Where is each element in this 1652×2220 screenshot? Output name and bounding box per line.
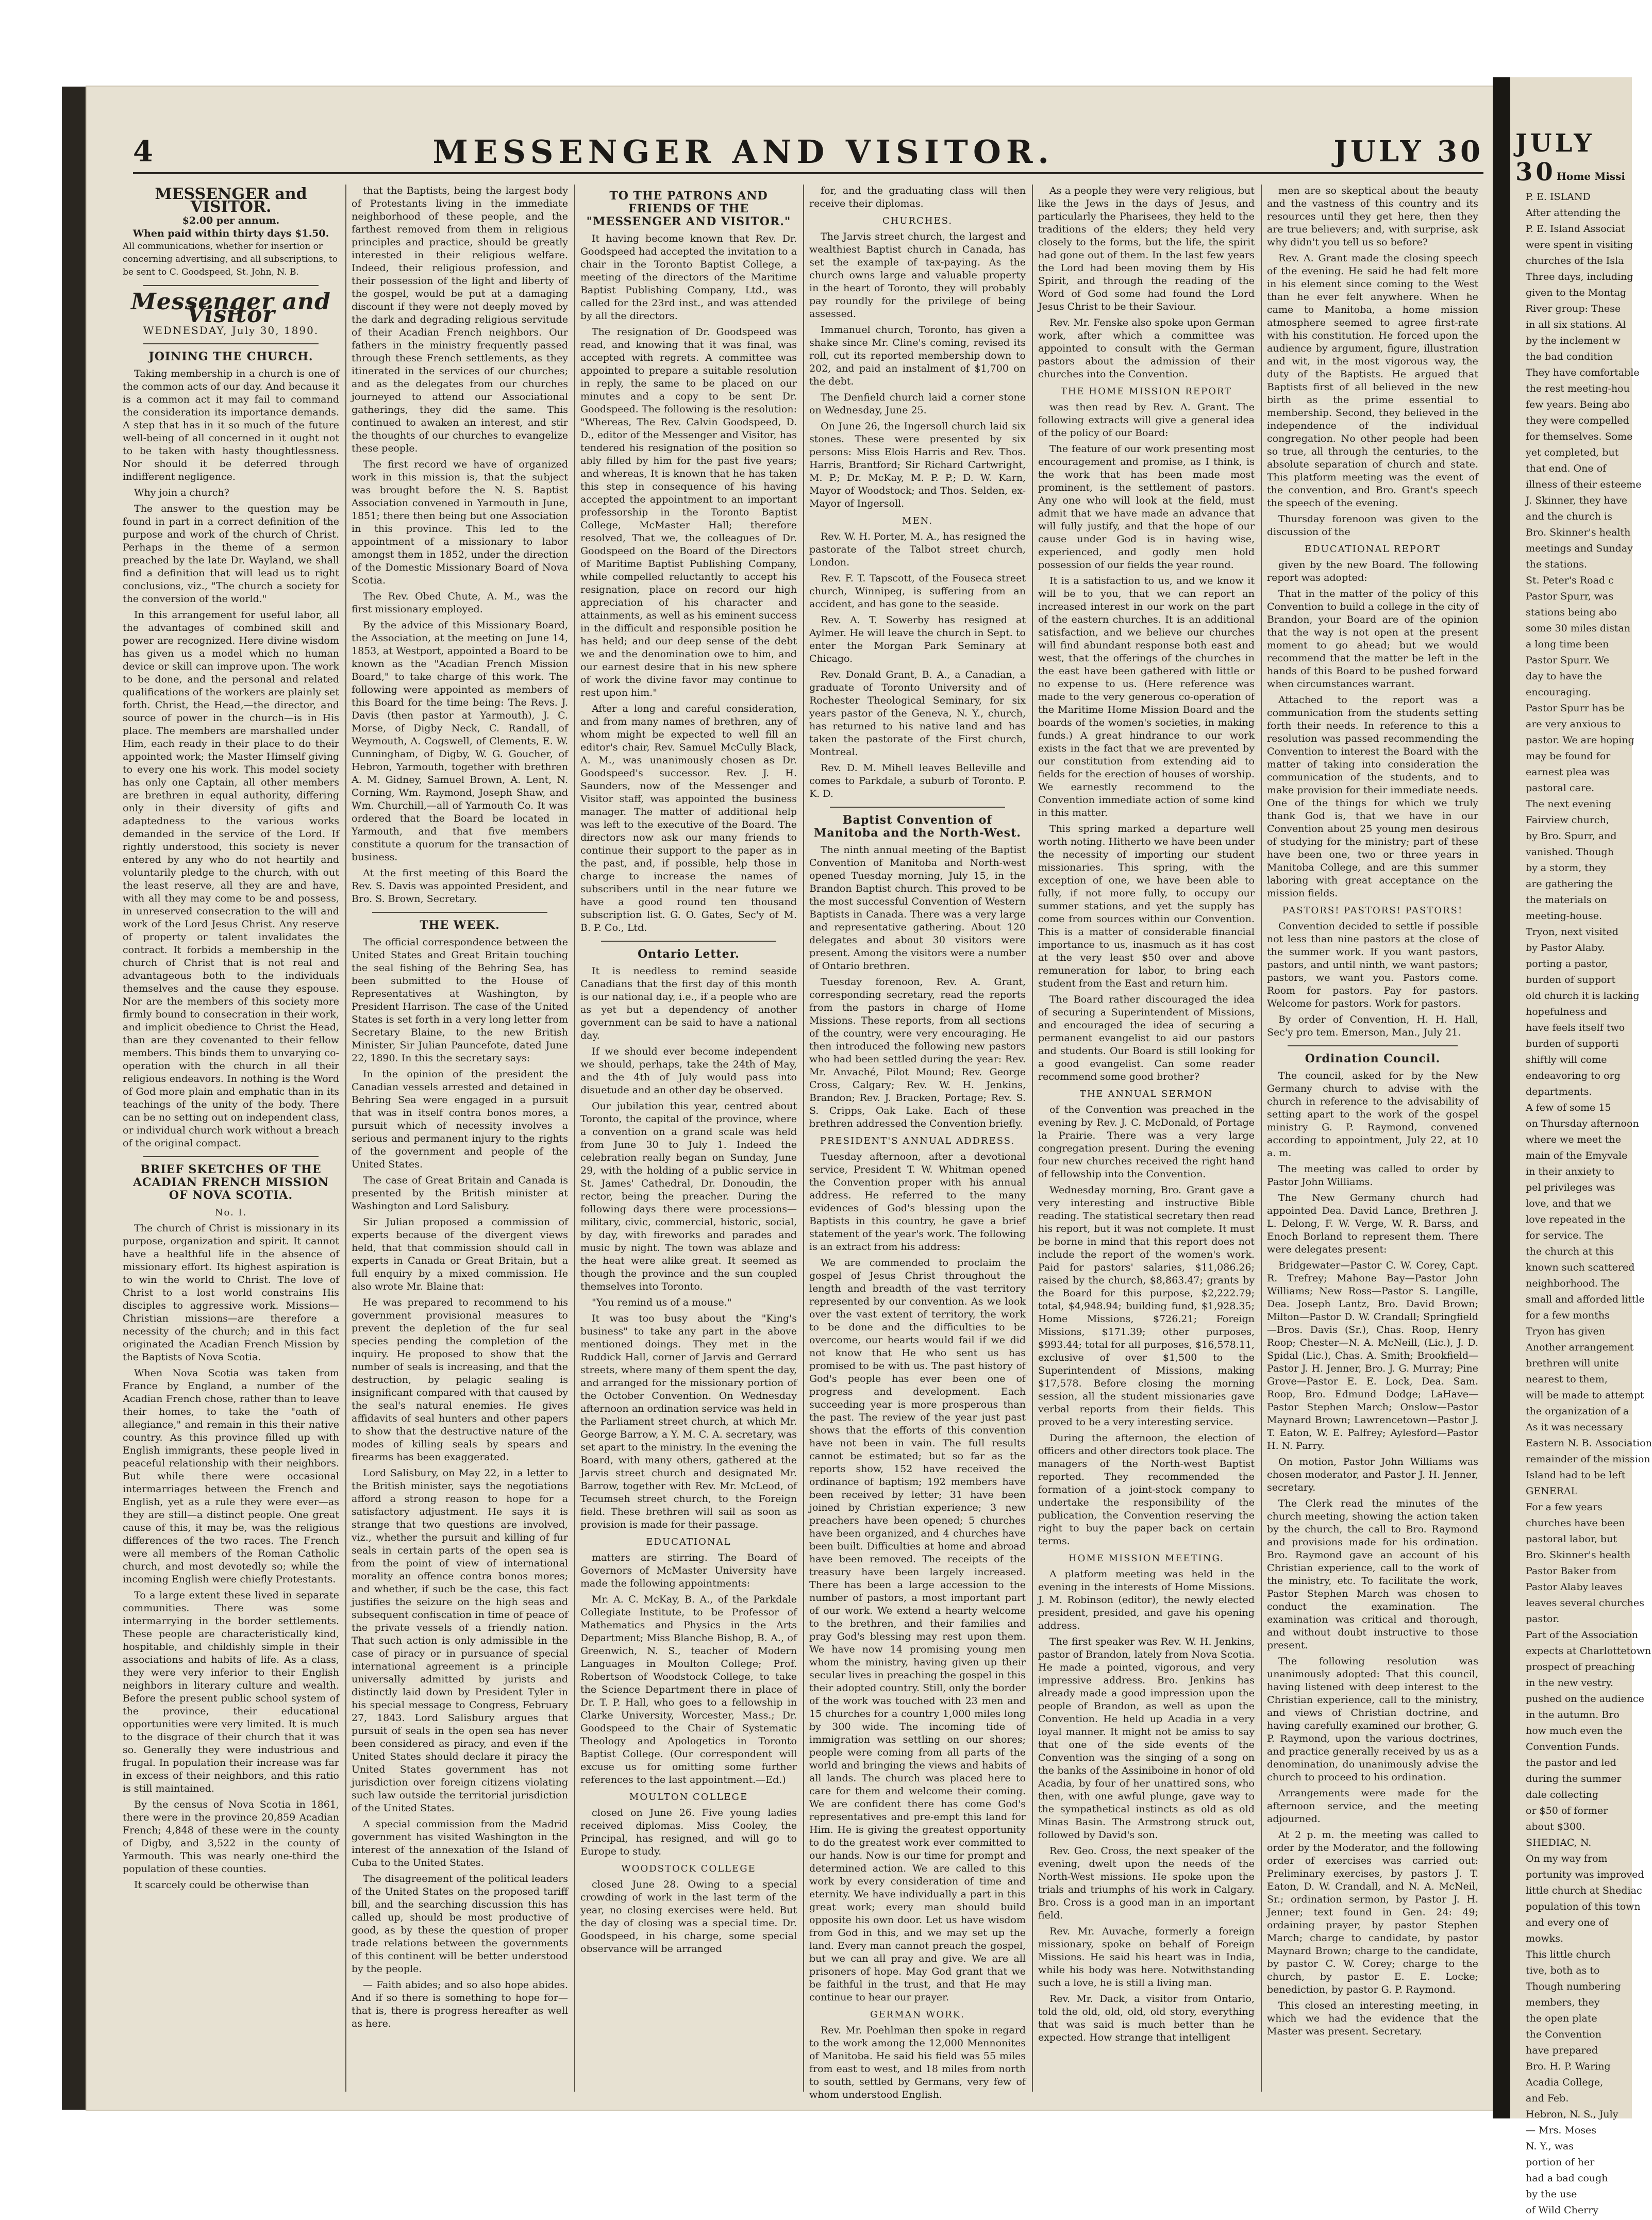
columns [123,185,1478,2100]
strip-line: the open plate [1526,2013,1597,2024]
article-heading: Ordination Council. [1305,1052,1441,1065]
strip-line: After attending the [1526,207,1621,219]
paragraph: Tuesday afternoon, after a devotional service, President T. W. Whitman opened the Convention proper with his annual address. He referred to the many evidences of God's blessing upon the Baptists in this country, he gave a brief statement of the year's work. The following is an extract from his address: [809,1151,1026,1253]
strip-line: N. Y., was [1526,2141,1574,2152]
strip-line: the organization of a [1526,1406,1629,1417]
article-heading: BRIEF SKETCHES OF THE ACADIAN FRENCH MISSION OF NOVA SCOTIA. [132,1163,329,1202]
paragraph: The answer to the question may be found in part in a correct definition of the purpose and work of the church of Christ. Perhaps in the theme of a sermon preached by the late Dr. Wayland, we shall find a definition that will lead us to right conclusions, viz., "The church a society for the conversion of the world." [123,503,339,605]
strip-line: are very anxious to [1526,719,1621,730]
strip-line: Acadia College, [1526,2077,1604,2088]
strip-line: Eastern N. B. Association [1526,1438,1652,1449]
strip-line: prospect of preaching [1526,1661,1635,1673]
strip-line: the church at this [1526,1246,1614,1257]
strip-line: Convention Funds. [1526,1741,1620,1752]
paragraph: This spring marked a departure well worth noting. Hitherto we have been under the necessity of importing our student missionaries. This spring, with the exception of one, we have been able to fully, if not more fully, to occupy our summer stations, and yet the supply has come from sources within our Convention. This is a matter of considerable financial importance to us, inasmuch as it has cost at the very least $50 over and above remuneration for labor, to bring each student from the East and return him. [1038,823,1255,989]
strip-line: Pastor Spurr has be [1526,703,1625,714]
subscription-box-title: MESSENGER and VISITOR. [155,185,307,216]
paragraph: After a long and careful consideration, and from many names of brethren, any of whom might be expected to well fill an editor's chair, Rev. Samuel McCully Black, A. M., was unanimously chosen as Dr. Goodspeed's successor. Rev. J. H. Saunders, now of the Messenger and Visitor staff, was appointed the business manager. The matter of additional help was left to the executive of the Board. The directors now ask our many friends to continue their support to the paper as in the past, and, if possible, help those in charge to increase the names of subscribers until in the near future we have a good round ten thousand subscription list. G. O. Gates, Sec'y of M. B. P. Co., Ltd. [580,703,797,933]
section-heading: EDUCATIONAL [646,1537,731,1547]
strip-line: and Feb. [1526,2093,1569,2104]
section-heading: MOULTON COLLEGE [629,1792,748,1802]
section-heading: PRESIDENT'S ANNUAL ADDRESS. [820,1136,1015,1146]
paragraph: It having become known that Rev. Dr. Goodspeed had accepted the invitation to a chair in the Toronto Baptist College, a meeting of the directors of the Maritime Baptist Publishing Company, Ltd., was called for the 23rd inst., and was attended by all the directors. [580,233,797,322]
strip-line: remainder of the mission [1526,1454,1650,1465]
article-body [809,2024,1026,2101]
strip-line: in the autumn. Bro [1526,1709,1620,1721]
strip-line: the materials on [1526,894,1607,906]
paragraph: The feature of our work presenting most encouragement and promise, as I think, is the work that has been made most prominent, is the settlement of pastors. Any one who will look at the field, must admit that we have made an advance that will fully justify, and that the hope of our cause under God is in having wise, experienced, and godly men hold possession of our fields the year round. [1038,443,1255,571]
paragraph: If we should ever become independent we should, perhaps, take the 24th of May, and the 4th of July would pass into disuetude and an other day be observed. [580,1046,797,1096]
next-page-heading: Home Missi [1557,170,1625,182]
paragraph: men are so skeptical about the beauty and the vastness of this country and its resources until they get here, then they are true believers; and, with surprise, ask why didn't you tell us so before? [1267,185,1478,248]
strip-line: endeavoring to org [1526,1070,1621,1081]
column-2 [352,185,568,2092]
strip-line: love, and that we [1526,1198,1611,1209]
next-page-text [1515,191,1652,2220]
strip-line: stations being abo [1526,607,1617,618]
section-heading: WOODSTOCK COLLEGE [621,1863,756,1874]
strip-line: during the summer [1526,1773,1622,1784]
paragraph: Rev. W. H. Porter, M. A., has resigned the pastorate of the Talbot street church, London. [809,531,1026,568]
paragraph: The ninth annual meeting of the Baptist Convention of Manitoba and North-west opened Tuesday morning, July 15, in the Brandon Baptist church. This proved to be the most successful Convention of Western Baptists in Canada. There was a very large and representative gathering. About 120 delegates and about 30 visitors were present. Among the visitors were a number of Ontario brethren. [809,844,1026,972]
paragraph: Rev. Mr. Auvache, formerly a foreign missionary, spoke on behalf of Foreign Missions. He said his heart was in India, while his body was here. Notwithstanding such a love, he is still a living man. [1038,1926,1255,1989]
subscription-price: $2.00 per annum. [182,215,280,226]
strip-line: neighborhood. The [1526,1278,1620,1289]
paragraph: Mr. A. C. McKay, B. A., of the Parkdale Collegiate Institute, to be Professor of Mathematics and Physics in the Arts Department; Miss Blanche Bishop, B. A., of Greenwich, N. S., teacher of Modern Languages in Moulton College; Prof. Robertson of Woodstock College, to take the Science Department there in place of Dr. T. P. Hall, who goes to a fellowship in Clarke University, Worcester, Mass.; Dr. Goodspeed to the Chair of Systematic Theology and Apologetics in Toronto Baptist College. (Our correspondent will excuse us for omitting some further references to the last appointment.—Ed.) [580,1594,797,1785]
section-heading: MEN. [902,515,933,526]
article-body [1267,1070,1478,2038]
paragraph: The resignation of Dr. Goodspeed was read, and knowing that it was final, was accepted with regrets. A committee was appointed to prepare a suitable resolution in reply, the same to be placed on our minutes and a copy to be sent Dr. Goodspeed. The following is the resolution: "Whereas, The Rev. Calvin Goodspeed, D. D., editor of the Messenger and Visitor, has tendered his resignation of the position so ably filled by him for the past five years; and whereas, It is known that he has taken this step in consequence of his having accepted the appointment to an important professorship in the Toronto Baptist College, McMaster Hall; therefore resolved, That we, the colleagues of Dr. Goodspeed on the Board of the Directors of Maritime Baptist Publishing Company, while compelled reluctantly to accept his resignation, place on record our high appreciation of his character and attainments, as well as his eminent success in the difficult and responsible position he has held; and our deep sense of the debt we and the denomination owe to him, and our earnest desire that in his new sphere of work the divine favor may continue to rest upon him." [580,326,797,698]
paragraph: Our jubilation this year, centred about Toronto, the capital of the province, where a convention on a grand scale was held from June 30 to July 1. Indeed the celebration really began on Sunday, June 29, with the holding of a public service in St. James' Cathedral, Dr. Donoudin, the rector, being the preacher. During the following days there were processions—military, civic, commercial, historic, social, by day, with fireworks and parades and music by night. The town was ablaze and the heat were alike great. It seemed as though the province and the sun coupled themselves into Toronto. [580,1100,797,1292]
article-body [809,530,1026,800]
article-body [1267,559,1478,900]
strip-line: have feels itself two [1526,1022,1625,1033]
paragraph: The Denfield church laid a corner stone on Wednesday, June 25. [809,392,1026,416]
article-heading: Baptist Convention of Manitoba and the North-West. [814,813,1021,840]
section-heading: THE HOME MISSION REPORT [1060,386,1232,397]
strip-line: had a bad cough [1526,2173,1608,2184]
strip-line: meetings and Sunday [1526,543,1633,554]
paragraph: Rev. A. T. Sowerby has resigned at Aylmer. He will leave the church in Sept. to enter the Morgan Park Seminary at Chicago. [809,614,1026,664]
column-rule [574,185,575,2092]
strip-line: will be made to attempt [1526,1390,1644,1401]
strip-line: vanished. Though [1526,846,1614,858]
paragraph: We are commended to proclaim the gospel of Jesus Christ throughout the length and breadth of the vast territory represented by our convention. As we look over the vast extent of territory, the work to be done and the difficulties to be overcome, our hearts would fail if we did not know that He who sent us has promised to be with us. The past history of God's people has ever been one of progress and development. Each succeeding year is more prosperous than the past. The review of the year just past shows that the efforts of this convention have not been in vain. The full results cannot be estimated; but so far as the reports show, 152 have received the ordinance of baptism; 192 members have been received by letter; 31 have been joined by Christian experience; 3 new preachers have been opened; 5 churches have been organized, and 4 churches have been built. Difficulties at home and abroad have been removed. The receipts of the treasury have been largely increased. There has been a large accession to the number of pastors, a most important part of our work. We extend a hearty welcome to the brethren, and their families and pray God's blessing may rest upon them. We have now 14 promising young men whom the ministry, having given up their secular lives in preaching the gospel in this their adopted country. Still, only the border of the work was touched with 23 men and 15 churches for a country 1,000 miles long by 300 wide. The incoming tide of immigration was settling on our shores; people were coming from all parts of the world and bringing the views and habits of all lands. The church was placed here to care for them and welcome their coming. We are confident there has come God's representatives and pre-empt this land for Him. He is giving the greatest opportunity to do the greatest work ever committed to our hands. Now is our time for prompt and determined action. We are called to this work by every consideration of time and eternity. We have individually a part in this great work; every man should build opposite his own door. Let us have wisdom from God in this, and we may set up the land. Every man cannot preach the gospel, but we can all pray and give. We are all prisoners of hope. May God grant that we be faithful in the trust, and that He may continue to hear our prayer. [809,1257,1026,2003]
paragraph: To a large extent these lived in separate communities. There was some intermarrying in the border settlements. These people are characteristically kind, hospitable, and childishly simple in their associations and habits of life. As a class, they were very inferior to their English neighbors in literary culture and wealth. Before the present public school system of the province, their educational opportunities were very limited. It is much to the disgrace of their church that it was so. Generally they were industrious and frugal. In population their increase was far in excess of their neighbors, and this ratio is still maintained. [123,1590,339,1794]
strip-line: the rest meeting-hou [1526,383,1630,394]
strip-line: in the new vestry. [1526,1677,1613,1689]
strip-line: and the church is [1526,511,1612,522]
subscription-price-note: When paid within thirty days $1.50. [132,228,329,239]
next-page-date: JULY 30 [1515,129,1595,187]
paragraph: A special commission from the Madrid government has visited Washington in the interest of the annexation of the Island of Cuba to the United States. [352,1818,568,1868]
strip-line: by Bro. Spurr, and [1526,830,1617,842]
paragraph: During the afternoon, the election of officers and other directors took place. The managers of the North-west Baptist reported. They recommended the formation of a joint-stock company to undertake the responsibility of the publication, the Convention reserving the right to buy the paper back on certain terms. [1038,1432,1255,1547]
paragraph: for, and the graduating class will then receive their diplomas. [809,185,1026,209]
article-body [1038,401,1255,1083]
strip-line: some 30 miles distan [1526,623,1631,634]
page-number: 4 [133,135,153,169]
strip-line: the stations. [1526,559,1588,570]
section-heading: EDUCATIONAL REPORT [1305,544,1441,555]
article-body [352,936,568,2030]
masthead-date: JULY 30 [1333,135,1483,169]
strip-line: were spent in visiting [1526,239,1633,251]
strip-line: SHEDIAC, N. [1526,1837,1592,1848]
section-heading: HOME MISSION MEETING. [1068,1553,1224,1564]
paragraph: It is a satisfaction to us, and we know it will be to you, that we can report an increased interest in our work on the part of the eastern churches. It is an additional satisfaction, and we believe our churches will find abundant response both east and west, that the offerings of the churches in the east have been gathered with little or no expense to us. (Here reference was made to the very generous co-operation of the Maritime Home Mission Board and the boards of the women's societies, in making funds.) A great hindrance to our work exists in the fact that we are prevented by our constitution from extending aid to fields for the erection of houses of worship. We earnestly recommend to the Convention immediate action of some kind in this matter. [1038,575,1255,819]
strip-line: earnest plea was [1526,766,1610,778]
paragraph: Rev. D. M. Mihell leaves Belleville and comes to Parkdale, a suburb of Toronto. P. K. D. [809,762,1026,799]
paragraph: closed on June 26. Five young ladies received diplomas. Miss Cooley, the Principal, has resigned, and will go to Europe to study. [580,1807,797,1857]
paragraph: Rev. A. Grant made the closing speech of the evening. He said he had felt more in his element since coming to the West than he ever felt anywhere. When he came to Manitoba, a home mission atmosphere seemed to agree first-rate with his constitution. He forced upon the audience by argument, figure, illustration and wit, in the most vigorous way, the duty of the Baptists. He argued that Baptists first of all believed in the new birth as the prime essential to membership. Second, they believed in the independence of the individual congregation. No other people had been so true, all through the centuries, to the absolute separation of church and state. This platform meeting was the event of the convention, and Bro. Grant's speech the speech of the evening. [1267,253,1478,509]
paragraph: It is needless to remind seaside Canadians that the first day of this month is our national day, i.e., if a people who are as yet but a dependency of another government can be said to have a national day. [580,965,797,1041]
paragraph: Attached to the report was a communication from the students setting forth their needs. In reference to this a resolution was passed recommending the Convention to interest the Board with the matter of taking into consideration the communication of the students, and to make provision for their immediate needs. One of the things for which we truly thank God is, that we have in our Convention about 25 young men desirous of studying for the ministry; part of these have been one, two or three years in Manitoba College, and are this summer laboring with great acceptance on the mission fields. [1267,694,1478,899]
paragraph: By the census of Nova Scotia in 1861, there were in the province 20,859 Acadian French; 4,848 of these were in the county of Digby, and 3,522 in the county of Yarmouth. This was nearly one-third the population of these counties. [123,1799,339,1875]
strip-line: and every one of [1526,1917,1609,1928]
strip-line: the bad condition [1526,351,1613,362]
paragraph: The meeting was called to order by Pastor John Williams. [1267,1163,1478,1188]
article-body [580,232,797,934]
strip-line: day to have the [1526,671,1603,682]
paragraph: By the advice of this Missionary Board, the Association, at the meeting on June 14, 1853, at Westport, appointed a Board to be known as the "Acadian French Mission Board," to take charge of this work. The following were appointed as members of this Board for the time being: The Revs. J. Davis (then pastor at Yarmouth), J. C. Morse, of Digby Neck, C. Randall, of Weymouth, A. Cogswell, of Clements, E. W. Cunningham, of Digby, W. G. Goucher, of Hebron, Yarmouth, together with brethren A. M. Gidney, Samuel Brown, A. Lent, N. Corning, Wm. Raymond, Joseph Shaw, and Wm. Churchill,—all of Yarmouth Co. It was ordered that the Board be located in Yarmouth, and that five members constitute a quorum for the transaction of business. [352,620,568,863]
article-subheading: No. I. [214,1207,247,1218]
column-rule [1032,185,1033,2092]
column-6 [1267,185,1478,2092]
strip-line: This little church [1526,1949,1611,1960]
article-body [809,844,1026,1130]
strip-line: departments. [1526,1086,1592,1097]
strip-line: known such scattered [1526,1262,1635,1273]
paragraph: That in the matter of the policy of this Convention to build a college in the city of Brandon, your Board are of the opinion that the way is not open at the present moment to go ahead; but we would recommend that the matter be left in the hands of this Board to be pushed forward when circumstances warrant. [1267,588,1478,690]
article-body [580,1551,797,1787]
strip-line: few years. Being abo [1526,399,1630,410]
paragraph: When Nova Scotia was taken from France by England, a number of the Acadian French chose, rather than to leave their homes, to take the "oath of allegiance," and remain in this their native country. As this province filled up with English immigrants, these people lived in peaceful relationship with their neighbors. But while there were occasional intermarriages between the French and English, yet as a rule they were ever—as they are still—a distinct people. One great cause of this, it may be, was the religious differences of the two races. The French were all members of the Roman Catholic church, and most devotedly so; while the incoming English were chiefly Protestants. [123,1367,339,1585]
paragraph: was then read by Rev. A. Grant. The following extracts will give a general idea of the policy of our Board: [1038,402,1255,439]
paragraph: Sir Julian proposed a commission of experts because of the divergent views held, that that commission should call in experts in Canada or Great Britain, but a full enquiry by a mixed commission. He also wrote Mr. Blaine that: [352,1216,568,1292]
strip-line: For a few years [1526,1501,1603,1513]
paragraph: Lord Salisbury, on May 22, in a letter to the British minister, says the negotiations afford a strong reason to hope for a satisfactory adjustment. He says it is strange that two questions are involved, viz., whether the pursuit and killing of fur seals in certain parts of the open sea is from the point of view of international morality an offence contra bonos mores; and whether, if such be the case, this fact justifies the seizure on the high seas and subsequent confiscation in time of peace of the private vessels of a friendly nation. That such action is only admissible in the case of piracy or in pursuance of special international agreement is a principle universally admitted by jurists and distinctly laid down by President Tyler in his special message to Congress, February 27, 1843. Lord Salisbury argues that pursuit of seals in the open sea has never been considered as piracy, and even if the United States should declare it piracy the United States government has not jurisdiction over foreign citizens violating such law outside the territorial jurisdiction of the United States. [352,1467,568,1814]
strip-line: the Convention [1526,2029,1601,2040]
paragraph: The following resolution was unanimously adopted: That this council, having listened with deep interest to the Christian experience, call to the ministry, and views of Christian doctrine, and having carefully examined our brother, G. P. Raymond, upon the various doctrines, and practice generally received by us as a denomination, do unanimously advise the church to proceed to his ordination. [1267,1656,1478,1783]
masthead [133,131,1483,174]
strip-line: members, they [1526,1997,1600,2008]
strip-line: meeting-house. [1526,910,1602,922]
strip-line: dale collecting [1526,1789,1599,1800]
divider [143,285,319,286]
strip-line: hopefulness and [1526,1006,1607,1017]
paragraph: The Board rather discouraged the idea of securing a Superintendent of Missions, and encouraged the idea of securing a permanent evangelist to aid our pastors and students. Our Board is still looking for a good evangelist. Can some reader recommend some good brother? [1038,994,1255,1082]
paragraph: He was prepared to recommend to his government provisional measures to prevent the depletion of the fur seal species pending the completion of the inquiry. He proposed to show that the number of seals is increasing, and that the destruction, by pelagic sealing is insignificant compared with that caused by the seal's natural enemies. He gives affidavits of seal hunters and other papers to show that the destructive nature of the modes of killing seals by spears and firearms has been exaggerated. [352,1297,568,1463]
page-binding [1493,77,1510,2118]
strip-line: Pastor Spurr, was [1526,591,1614,602]
paragraph: This closed an interesting meeting, in which we had the evidence that the Master was present. Secretary. [1267,2000,1478,2037]
strip-line: in their anxiety to [1526,1166,1614,1177]
divider [143,343,319,344]
paragraph: In the opinion of the president the Canadian vessels arrested and detained in Behring Sea were engaged in a pursuit that was in itself contra bonos mores, a pursuit which of necessity involves a serious and permanent injury to the rights of the government and people of the United States. [352,1069,568,1170]
strip-line: by the inclement w [1526,335,1621,346]
strip-line: The next evening [1526,798,1611,810]
strip-line: Pastor Baker from [1526,1565,1616,1577]
paragraph: The Jarvis street church, the largest and wealthiest Baptist church in Canada, has set the example of tax-paying. As the church owns large and valuable property in the heart of Toronto, they will probably pay roundly for the privilege of being assessed. [809,231,1026,320]
strip-line: P. E. ISLAND [1526,191,1591,203]
paragraph: On June 26, the Ingersoll church laid six stones. These were presented by six persons: Miss Elois Harris and Rev. Thos. Harris, Brantford; Sir Richard Cartwright, M. P.; Dr. McKay, M. P. P.; D. W. Karn, Mayor of Woodstock; and Thos. Selden, ex-Mayor of Ingersoll. [809,421,1026,509]
strip-line: As it was necessary [1526,1422,1623,1433]
strip-line: about $300. [1526,1821,1586,1832]
strip-line: burden of support [1526,974,1616,986]
strip-line: leaves several churches [1526,1597,1644,1609]
subscription-address: All communications, whether for insertion or concerning advertising, and all subscriptions, to be sent to C. Goodspeed, St. John, N. B. [123,241,338,277]
strip-line: pastor. We are hoping [1526,735,1634,746]
column-5 [1038,185,1255,2092]
strip-line: may be found for [1526,750,1611,762]
issue-date: WEDNESDAY, July 30, 1890. [143,324,319,337]
article-body [123,368,339,1150]
article-body [809,185,1026,210]
paragraph: matters are stirring. The Board of Governors of McMaster University have made the following appointments: [580,1552,797,1589]
paragraph: A platform meeting was held in the evening in the interests of Home Missions. J. M. Robinson (editor), the newly elected president, presided, and gave his opening address. [1038,1568,1255,1631]
strip-line: Bro. H. P. Waring [1526,2061,1611,2072]
paragraph: Why join a church? [134,487,229,498]
strip-line: churches have been [1526,1517,1625,1529]
paragraph: The church of Christ is missionary in its purpose, organization and spirit. It cannot have a healthful life in the absence of missionary effort. Its highest aspiration is to win the world to Christ. The love of Christ to a lost world constrains His disciples to aggressive work. Missions—Christian missions—are therefore a necessity of the church; and in this fact originated the Acadian French Mission by the Baptists of Nova Scotia. [123,1223,339,1363]
article-body [580,965,797,1531]
strip-line: little church at Shediac [1526,1885,1642,1896]
paragraph: On motion, Pastor John Williams was chosen moderator, and Pastor J. H. Jenner, secretary. [1267,1456,1478,1493]
paragraph: The council, asked for by the New Germany church to advise with the church in reference to the advisability of setting apart to the work of the gospel ministry G. P. Raymond, convened according to appointment, July 22, at 10 a. m. [1267,1070,1478,1159]
strip-line: Bro. Skinner's health [1526,527,1631,538]
strip-line: A few of some 15 [1526,1102,1611,1113]
strip-line: on Thursday afternoon [1526,1118,1639,1129]
strip-line: pastoral labor, but [1526,1533,1617,1545]
column-rule [803,185,804,2092]
strip-line: encouraging. [1526,687,1591,698]
divider [372,912,547,913]
strip-line: in all six stations. Al [1526,319,1626,330]
strip-line: where we meet the [1526,1134,1621,1145]
section-heading: PASTORS! PASTORS! PASTORS! [1282,905,1463,916]
strip-line: expects at Charlottetown [1526,1645,1651,1657]
paragraph: Taking membership in a church is one of the common acts of our day. And because it is a common act it may fail to command the consideration its importance demands. A step that has in it so much of the future well-being of all concerned in it ought not to be taken with hasty thoughtlessness. Nor should it be deferred through indifferent negligence. [123,368,339,482]
strip-line: GENERAL [1526,1485,1578,1497]
strip-line: churches of the Isla [1526,255,1624,266]
divider [143,1156,319,1157]
strip-line: pel privileges was [1526,1182,1615,1193]
strip-line: nearest to them, [1526,1374,1608,1385]
strip-line: P. E. Island Associat [1526,223,1625,235]
strip-line: for themselves. Some [1526,431,1633,442]
paragraph: Bridgewater—Pastor C. W. Corey, Capt. R. Trefrey; Mahone Bay—Pastor John Williams; New Ross—Pastor S. Langille, Dea. Joseph Lantz, Bro. David Brown; Milton—Pastor D. W. Crandall; Springfield—Bros. Davis (Sr.), Chas. Roop, Henry Roop; Chester—N. A. McNeill, (Lic.), J. D. Spidal (Lic.), Chas. A. Smith; Brookfield—Pastor J. H. Jenner, Bro. J. G. Murray; Pine Grove—Pastor E. E. Lock, Dea. Sam. Roop, Bro. Edmund Dodge; LaHave—Pastor Stephen March; Onslow—Pastor Maynard Brown; Lawrencetown—Pastor J. T. Eaton, W. E. Palfrey; Aylesford—Pastor H. N. Parry. [1267,1260,1478,1451]
paragraph: The New Germany church had appointed Dea. David Lance, Brethren J. L. Delong, F. W. Verge, W. R. Barss, and Enoch Borland to represent them. There were delegates present: [1267,1192,1478,1255]
left-page-edge [62,87,87,2110]
strip-line: small and afforded little [1526,1294,1645,1305]
article-body [352,185,568,906]
strip-line: mowks. [1526,1933,1564,1944]
nameplate: Messenger and Visitor [131,289,331,328]
column-rule [1261,185,1262,2092]
strip-line: have prepared [1526,2045,1598,2056]
paragraph: In this arrangement for useful labor, all the advantages of combined skill and power are recognized. Here divine wisdom has given us a model which no human device or skill can improve upon. The work to be done, and the personal and related qualifications of the workers are plainly set forth. Christ, the Head,—the director, and source of power in the church—is in His place. The members are marshalled under Him, each ready in their place to do their appointed work; the Master Himself giving to every one his work. This model society has only one Captain, all other members are brethren in equal authority, differing only in their diversity of gifts and adaptedness to the various works demanded in the service of the Lord. If rightly understood, this society is never entered by any who do not heartily and voluntarily pledge to the church, with out the least reserve, all they are and have, with all they may come to be and possess, in unreserved consecration to the will and work of the Lord Jesus Christ. Any reserve of property or talent invalidates the contract. It forbids a membership in the church of Christ that is not real and advantageous both to the individuals themselves and the cause they espouse. Nor are the members of this society more firmly bound to consecration in their work, and implicit obedience to Christ the Head, than are they covenanted to their fellow members. This binds them to unvarying co-operation with the church in all their religious endeavors. In nothing is the Word of God more plain and emphatic than in its teachings of the unity of the body. There can be no setting out on independent class, or individual church work without a breach of the original compact. [123,609,339,1149]
paragraph: Thursday forenoon was given to the discussion of the [1267,513,1478,538]
article-body [1038,1568,1255,2044]
article-body [1267,185,1478,539]
strip-line: They have comfortable [1526,367,1640,378]
strip-line: St. Peter's Road c [1526,575,1614,586]
paragraph: The first speaker was Rev. W. H. Jenkins, pastor of Brandon, lately from Nova Scotia. He made a pointed, vigorous, and very impressive address. Bro. Jenkins has already made a good impression upon the people of Brandon, as well as upon the Convention. He held up Acadia in a very loyal manner. It might not be amiss to say that one of the side events of the Convention was the singing of a song on the banks of the Assiniboine in honor of old Acadia, by four of her unattired sons, who then, with one awful plunge, gave way to the sympathetical instincts as old as old Minas Basin. The Armstrong struck out, followed by David's son. [1038,1636,1255,1841]
strip-line: or $50 of former [1526,1805,1608,1816]
paragraph: Rev. Mr. Poehlman then spoke in regard to the work among the 12,000 Mennonites of Manitoba. He said his field was 55 miles from east to west, and 18 miles from north to south, settled by Germans, very few of whom understood English. [809,2025,1026,2100]
strip-line: Hebron, N. S., July [1526,2109,1618,2120]
strip-line: Bro. Skinner's health [1526,1549,1631,1561]
strip-line: Though numbering [1526,1981,1621,1992]
strip-line: Pastor Spurr. We [1526,655,1610,666]
strip-line: of Wild Cherry [1526,2205,1598,2216]
article-body [809,230,1026,510]
strip-line: Pastor Alaby leaves [1526,1581,1623,1593]
strip-line: portion of her [1526,2157,1595,2168]
article-heading: Ontario Letter. [638,947,740,961]
paragraph: Tuesday forenoon, Rev. A. Grant, corresponding secretary, read the reports from the pastors in charge of Home Missions. These reports, from all sections of the country, were very encouraging. He then introduced the following new pastors who had been settled during the year: Rev. Mr. Anvaché, Pilot Mound; Rev. George Cross, Calgary; Rev. W. H. Jenkins, Brandon; Rev. J. Bracken, Portage; Rev. S. S. Cripps, Oak Lake. Each of these brethren addressed the Convention briefly. [809,976,1026,1129]
strip-line: tive, both as to [1526,1965,1600,1976]
article-body [809,1150,1026,2004]
divider [1288,1045,1458,1046]
paragraph: Immanuel church, Toronto, has given a shake since Mr. Cline's coming, revised its roll, cut its reported membership down to 202, and paid an instalment of $1,700 on the debt. [809,324,1026,387]
strip-line: Tryon has given [1526,1326,1606,1337]
paragraph: Convention decided to settle if possible not less than nine pastors at the close of the summer work. If you want pastors, pastors, and until ninth, we want pastors; pastors, we want you. Pastors come. Room for pastors. Pay for pastors. Welcome for pastors. Work for pastors. [1267,921,1478,1009]
paragraph: Arrangements were made for the afternoon service, and the meeting adjourned. [1267,1788,1478,1825]
strip-line: — Mrs. Moses [1526,2125,1597,2136]
paragraph: It was too busy about the "King's business" to take any part in the above mentioned doings. They met in the Ruddick Hall, corner of Jarvis and Gerrard streets, where many of them spent the day, and arranged for the missionary portion of the October Convention. On Wednesday afternoon an ordination service was held in the Parliament street church, at which Mr. George Barrow, a Y. M. C. A. secretary, was set apart to the ministry. In the evening the Board, with many others, gathered at the Jarvis street church and designated Mr. Barrow, together with Rev. Mr. McLeod, of Tecumseh street church, to the Foreign field. These brethren will sail as soon as provision is made for their passage. [580,1313,797,1530]
strip-line: portunity was improved [1526,1869,1644,1880]
paragraph: of the Convention was preached in the evening by Rev. J. C. McDonald, of Portage la Prairie. There was a very large congregation present. During the evening four new churches received the right hand of fellowship into the Convention. [1038,1104,1255,1180]
newspaper-page [87,87,1493,2110]
section-heading: THE ANNUAL SERMON [1079,1089,1213,1099]
divider [601,941,776,942]
paragraph: The case of Great Britain and Canada is presented by the British minister at Washington and Lord Salisbury. [352,1175,568,1212]
paragraph: that the Baptists, being the largest body of Protestants living in the immediate neighborhood of these people, and the farthest removed from them in religious principles and practice, should be greatly interested in their religious welfare. Indeed, their religious profession, and their possession of the light and liberty of the gospel, would be put at a damaging discount if they were not deeply moved by the dark and degrading religious servitude of their Acadian French neighbors. Our fathers in the ministry frequently passed through these French settlements, as they itinerated in the services of our churches; and as the delegates from our churches journeyed to attend our Associational gatherings, they did the same. This continued to awaken an interest, and stir the thoughts of our churches to evangelize these people. [352,185,568,454]
strip-line: by the use [1526,2189,1577,2200]
strip-line: a long time been [1526,639,1609,650]
strip-line: Three days, including [1526,271,1633,282]
paragraph: At the first meeting of this Board the Rev. S. Davis was appointed President, and Bro. S. Brown, Secretary. [352,867,568,905]
paper-title: MESSENGER AND VISITOR. [432,132,1055,171]
strip-line: by a storm, they [1526,862,1607,874]
column-3 [580,185,797,2092]
column-4 [809,185,1026,2100]
paragraph: Wednesday morning, Bro. Grant gave a very interesting and instructive Bible reading. The statistical secretary then read his report, but it was not complete. It must be borne in mind that this report does not include the report of the women's work. Paid for pastors' salaries, $11,086.26; raised by the church, $8,863.47; grants by the Board for this purpose, $2,222.79; total, $4,948.94; building fund, $1,928.35; Home Missions, $726.21; Foreign Missions, $171.39; other purposes, $993.44; total for all purposes, $16,578.11, exclusive of over $1,500 to the Superintendent of Missions, making $17,578. Before closing the morning session, all the student missionaries gave verbal reports from their fields. This proved to be a very interesting service. [1038,1184,1255,1428]
paragraph: "You remind us of a mouse." [592,1297,732,1308]
paragraph: At 2 p. m. the meeting was called to order by the Moderator, and the following order of exercises was carried out: Preliminary exercises, by pastors J. T. Eaton, D. W. Crandall, and N. A. McNeil, Sr.; ordination sermon, by Pastor J. H. Jenner; text found in Gen. 24: 49; ordaining prayer, by pastor Stephen March; charge to candidate, by pastor Maynard Brown; charge to the candidate, by pastor C. W. Corey; charge to the church, by pastor E. E. Locke; benediction, by pastor G. P. Raymond. [1267,1829,1478,1995]
paragraph: The first record we have of organized work in this mission is, that the subject was brought before the N. S. Baptist Association convened in Yarmouth in June, 1851; there then being but one Association in this province. This led to the appointment of a missionary to labor amongst them in 1852, under the direction of the Domestic Missionary Board of Nova Scotia. [352,459,568,586]
strip-line: given to the Montag [1526,287,1627,298]
strip-line: for service. The [1526,1230,1604,1241]
strip-line: On my way from [1526,1853,1608,1864]
strip-line: the pastor and led [1526,1757,1616,1768]
article-body [1038,185,1255,381]
strip-line: shiftly will come [1526,1054,1607,1065]
article-heading: THE WEEK. [420,919,500,932]
section-heading: GERMAN WORK. [870,2009,965,2020]
strip-line: they were compelled [1526,415,1629,426]
paragraph: The official correspondence between the United States and Great Britain touching the seal fishing of the Behring Sea, has been submitted to the House of Representatives at Washington, by President Harrison. The case of the United States is set forth in a very long letter from Secretary Blaine, to the new British Minister, Sir Julian Pauncefote, dated June 22, 1890. In this the secretary says: [352,937,568,1064]
article-body [580,1878,797,1956]
strip-line: porting a pastor, [1526,958,1608,970]
strip-line: Another arrangement [1526,1342,1634,1353]
paragraph: The Clerk read the minutes of the church meeting, showing the action taken by the church, the call to Bro. Raymond and provisions made for his ordination. Bro. Raymond gave an account of his Christian experience, call to the work of the ministry, etc. To facilitate the work, Pastor Stephen March was chosen to conduct the examination. The examination was critical and thorough, and without doubt instructive to those present. [1267,1498,1478,1651]
strip-line: old church it is lacking [1526,990,1640,1001]
paragraph: given by the new Board. The following report was adopted: [1267,559,1478,583]
article-body [1267,920,1478,1039]
paragraph: Rev. Geo. Cross, the next speaker of the evening, dwelt upon the needs of the North-West missions. He spoke upon the trials and triumphs of his work in Calgary. Bro. Cross is a good man in an important field. [1038,1845,1255,1921]
strip-line: burden of supporti [1526,1038,1619,1049]
strip-line: illness of their esteeme [1526,479,1642,490]
strip-line: population of this town [1526,1901,1641,1912]
strip-line: pushed on the audience [1526,1693,1644,1705]
paragraph: By order of Convention, H. H. Hall, Sec'y pro tem. Emerson, Man., July 21. [1267,1014,1478,1038]
paragraph: The Rev. Obed Chute, A. M., was the first missionary employed. [352,591,568,615]
strip-line: Tryon, next visited [1526,926,1618,938]
paragraph: Rev. Mr. Dack, a visitor from Ontario, told the old, old, old, old story, everything that was said is much better than he expected. How strange that intelligent [1038,1993,1255,2043]
column-1 [123,185,339,2092]
column-rule [345,185,346,2092]
article-body [580,1807,797,1858]
article-heading: JOINING THE CHURCH. [148,350,313,363]
article-heading: TO THE PATRONS AND FRIENDS OF THE "MESSENGER AND VISITOR." [586,189,791,228]
section-heading: CHURCHES. [882,215,953,226]
strip-line: main of the Emyvale [1526,1150,1628,1161]
strip-line: brethren will unite [1526,1358,1619,1369]
strip-line: by Pastor Alaby. [1526,942,1605,954]
strip-line: are gathering the [1526,878,1613,890]
paragraph: As a people they were very religious, but like the Jews in the days of Jesus, and particularly the Pharisees, they held to the traditions of the elders; they held very closely to the forms, but the life, the spirit had gone out of them. In the last few years the Lord had been moving them by His Spirit, and through the reading of the Word of God some had found the Lord Jesus Christ to be their Saviour. [1038,185,1255,312]
paragraph: Rev. Mr. Fenske also spoke upon German work, after which a committee was appointed to consult with the German pastors about the admission of their churches into the Convention. [1038,317,1255,380]
divider [830,807,1005,808]
paragraph: The disagreement of the political leaders of the United States on the proposed tariff bill, and the searching discussion this has called up, should be most productive of good, as by these the question of proper trade relations between the governments of this continent will be better understood by the people. [352,1873,568,1975]
article-body [123,1222,339,1892]
paragraph: Rev. Donald Grant, B. A., a Canadian, a graduate of Toronto University and of Rochester Theological Seminary, for six years pastor of the Geneva, N. Y., church, has returned to his native land and has taken the pastorate of the First church, Montreal. [809,669,1026,758]
paragraph: — Faith abides; and so also hope abides. And if so there is something to hope for—that is, there is progress hereafter as well as here. [352,1979,568,2029]
paragraph: It scarcely could be otherwise than [134,1879,309,1891]
next-page-strip [1510,77,1652,2216]
strip-line: River group: These [1526,303,1621,314]
strip-line: Fairview church, [1526,814,1609,826]
article-body [1038,1104,1255,1548]
strip-line: Island had to be left [1526,1470,1626,1481]
paragraph: Rev. F. T. Tapscott, of the Fouseca street church, Winnipeg, is suffering from an accident, and has gone to the seaside. [809,573,1026,610]
strip-line: for a few months [1526,1310,1610,1321]
strip-line: Part of the Association [1526,1629,1638,1641]
strip-line: that end. One of [1526,463,1607,474]
strip-line: pastor. [1526,1613,1560,1625]
strip-line: pastoral care. [1526,782,1595,794]
strip-line: J. Skinner, they have [1526,495,1628,506]
paragraph: closed June 28. Owing to a special crowding of work in the last term of the year, no closing exercises were held. But the day of closing was a special time. Dr. Goodspeed, in his charge, some special observance will be arranged [580,1879,797,1955]
strip-line: love repeated in the [1526,1214,1626,1225]
strip-line: how much even the [1526,1725,1623,1737]
strip-line: yet completed, but [1526,447,1619,458]
